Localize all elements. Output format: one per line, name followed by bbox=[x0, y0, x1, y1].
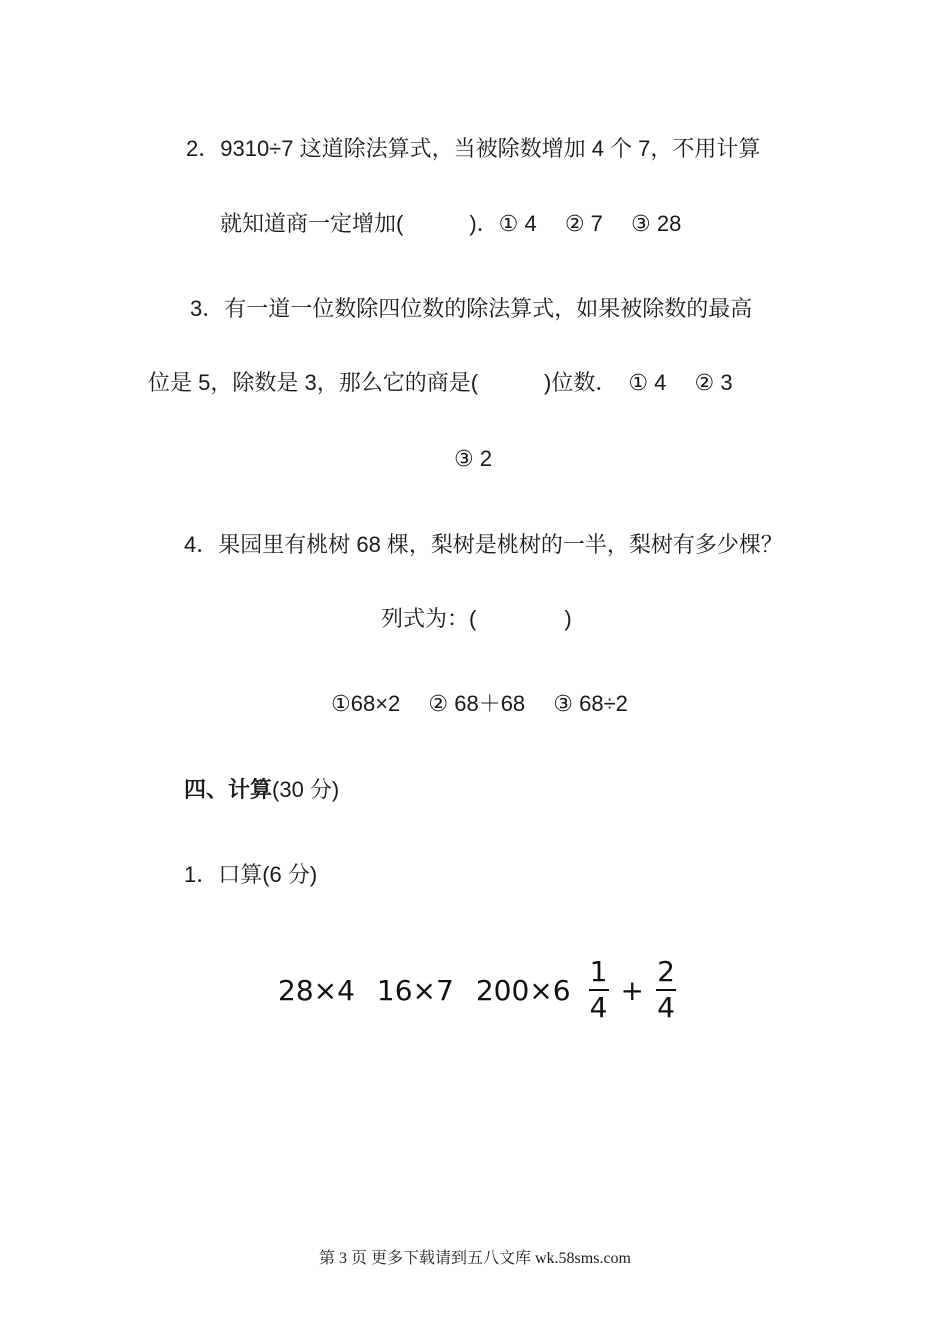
section-4-score: (30 分) bbox=[272, 777, 340, 802]
math-expr-1: 28×4 bbox=[278, 973, 355, 1007]
fraction-1-denominator: 4 bbox=[589, 991, 608, 1024]
question-2-line-2: 就知道商一定增加( )．① 4 ② 7 ③ 28 bbox=[220, 211, 682, 236]
question-2-line-1: 2．9310÷7 这道除法算式，当被除数增加 4 个 7，不用计算 bbox=[186, 136, 761, 161]
fraction-2-denominator: 4 bbox=[657, 991, 675, 1024]
question-3-line-2: 位是 5，除数是 3，那么它的商是( )位数． ① 4 ② 3 bbox=[148, 370, 733, 395]
section-4-heading bbox=[184, 775, 339, 805]
question-4-line-1: 4．果园里有桃树 68 棵，梨树是桃树的一半，梨树有多少棵？ bbox=[184, 532, 783, 557]
plus-operator: + bbox=[620, 973, 644, 1007]
question-4-options: ①68×2 ② 68＋68 ③ 68÷2 bbox=[331, 691, 628, 716]
oral-math-expressions bbox=[278, 950, 684, 1030]
math-expr-2: 16×7 bbox=[376, 973, 454, 1007]
fraction-2 bbox=[656, 957, 676, 1023]
math-expr-3: 200×6 bbox=[475, 973, 571, 1007]
page-footer: 第 3 页 更多下载请到五八文库 wk.58sms.com bbox=[318, 1250, 631, 1267]
question-4-line-2: 列式为：( ) bbox=[381, 606, 572, 631]
section-4-title: 四、计算 bbox=[184, 777, 273, 802]
fraction-1-numerator: 1 bbox=[589, 955, 608, 988]
fraction-1 bbox=[589, 957, 609, 1023]
question-3-line-1: 3．有一道一位数除四位数的除法算式，如果被除数的最高 bbox=[190, 296, 753, 321]
fraction-2-numerator: 2 bbox=[657, 955, 675, 988]
sub-question-1-label: 1．口算(6 分) bbox=[184, 862, 318, 887]
question-3-line-3: ③ 2 bbox=[454, 446, 493, 471]
